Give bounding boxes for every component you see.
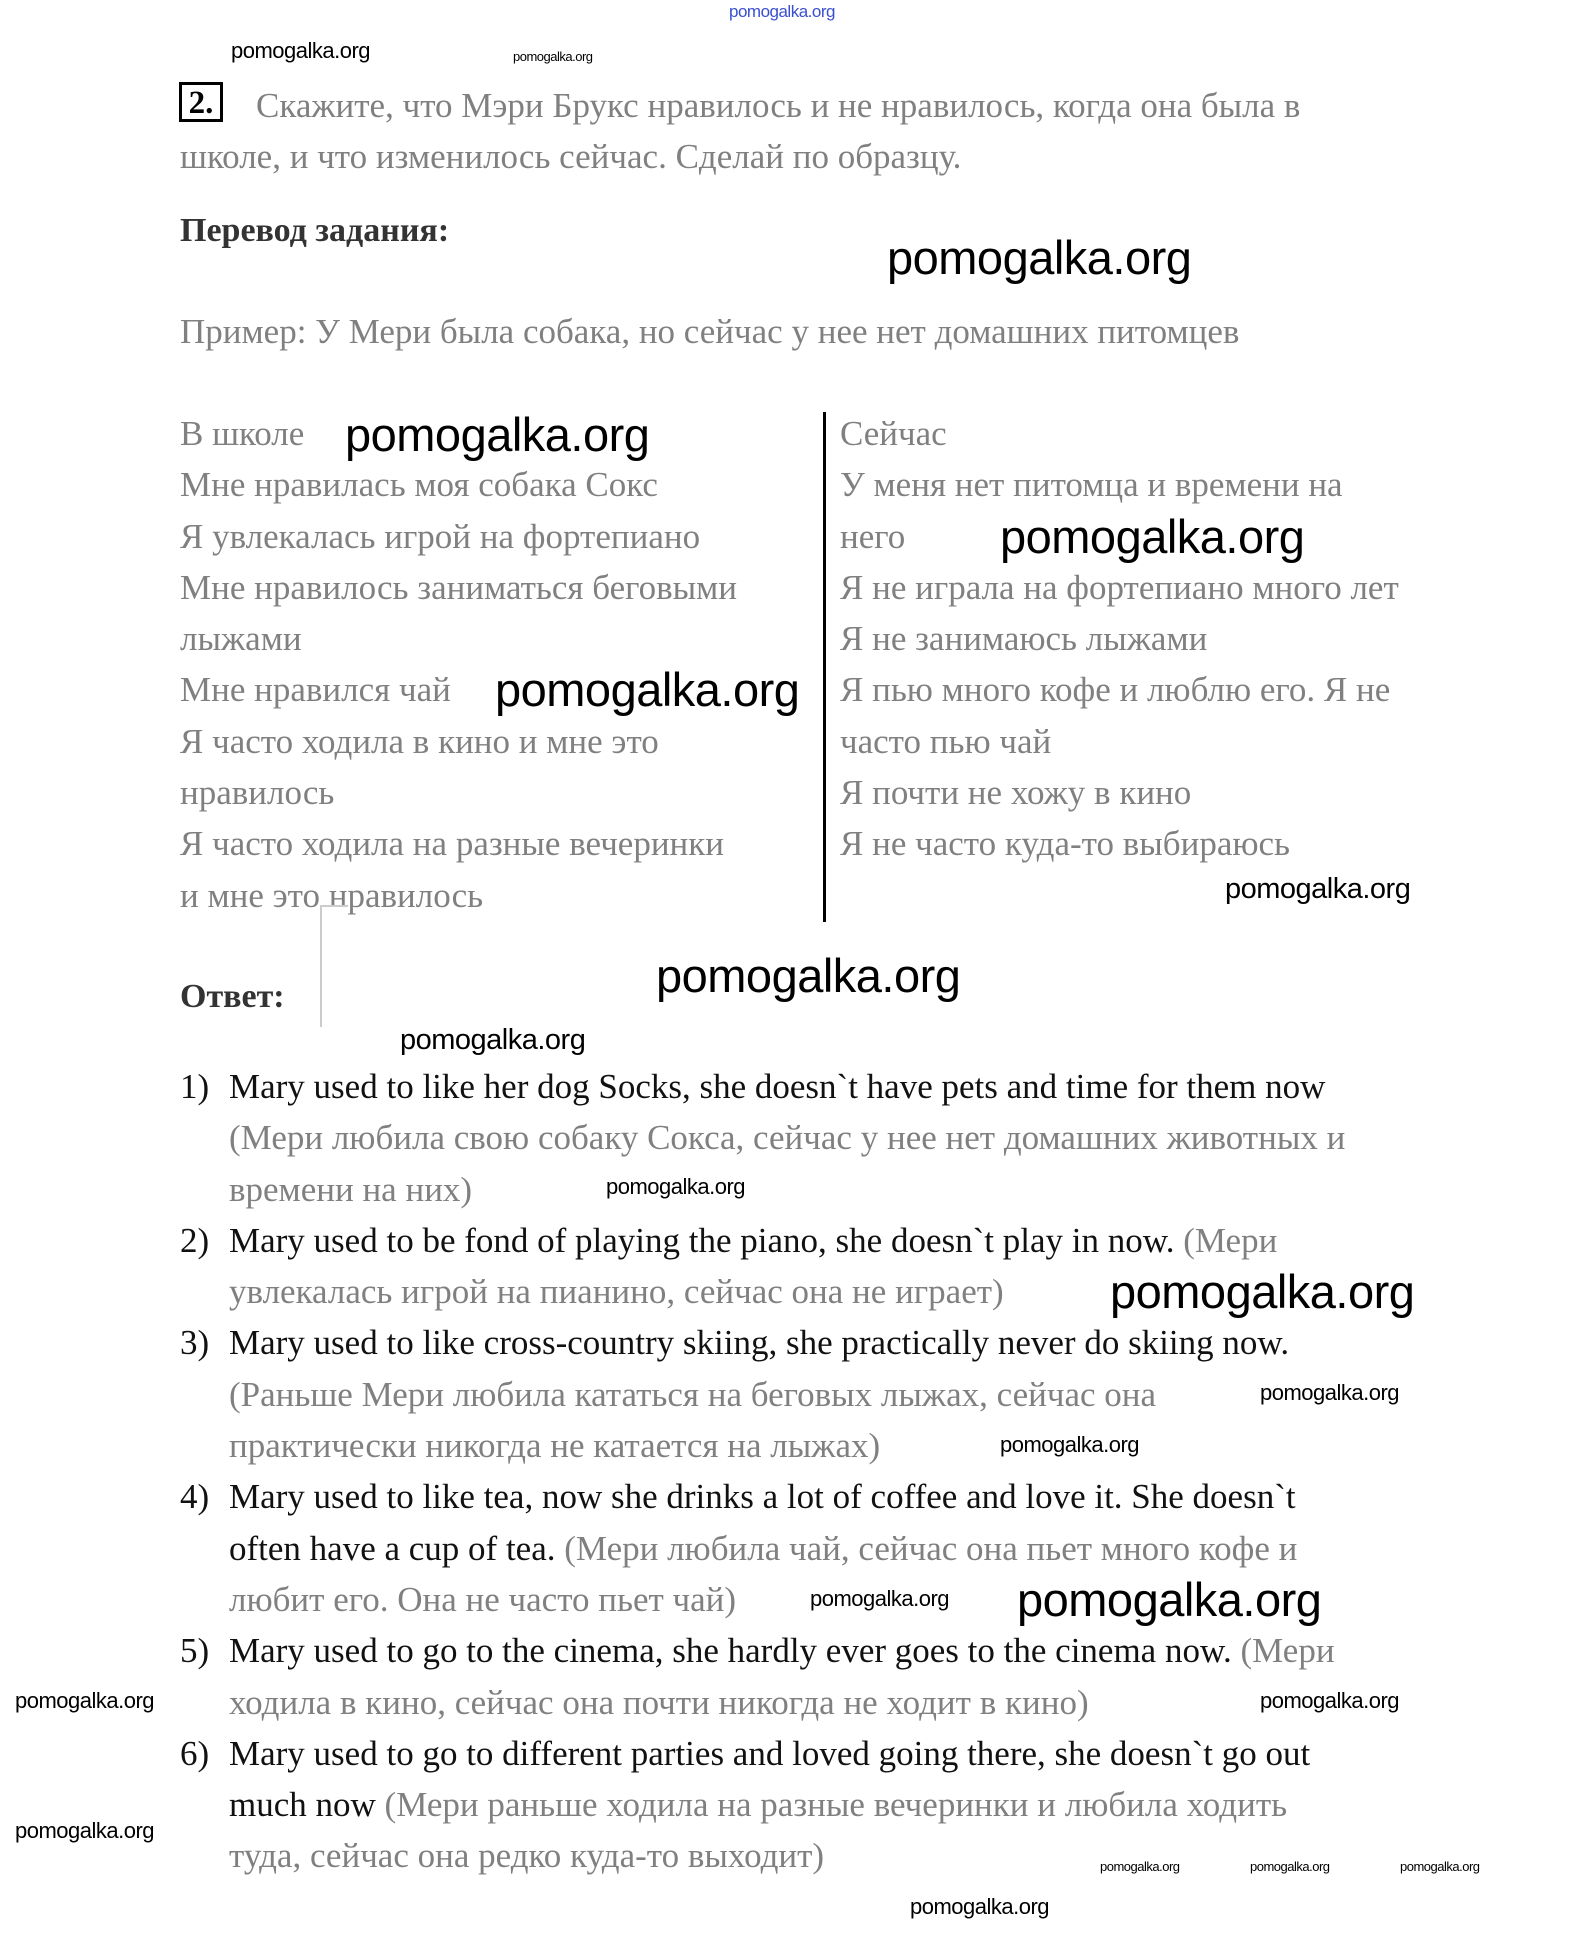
answer-line xyxy=(180,1164,472,1215)
watermark: pomogalka.org xyxy=(1250,1859,1330,1874)
watermark: pomogalka.org xyxy=(400,1024,586,1056)
answer-english: Mary used to be fond of playing the piano, she doesn`t play in now. xyxy=(229,1220,1184,1260)
column-header: В школе xyxy=(180,414,305,453)
watermark: pomogalka.org xyxy=(345,408,650,461)
watermark: pomogalka.org xyxy=(1017,1573,1322,1626)
watermark: pomogalka.org xyxy=(1000,1432,1140,1457)
answer-line xyxy=(180,1728,1310,1779)
column-line: Я не занимаюсь лыжами xyxy=(840,619,1208,659)
column-now xyxy=(840,408,1399,870)
answer-english: Mary used to go to the cinema, she hardly ever goes to the cinema now. xyxy=(229,1631,1241,1671)
answer-translation: (Мери любила свою собаку Сокса, сейчас у нее нет домашних животных и xyxy=(229,1118,1346,1158)
answer-translation: (Мери раньше ходила на разные вечеринки и любила ходить xyxy=(384,1785,1288,1825)
watermark: pomogalka.org xyxy=(656,949,961,1002)
column-line: часто пью чай xyxy=(840,721,1052,761)
answer-number: 5) xyxy=(180,1631,210,1671)
column-header: Сейчас xyxy=(840,414,947,453)
column-line: Я пью много кофе и люблю его. Я не xyxy=(840,670,1391,710)
answer-line xyxy=(180,1625,1335,1676)
watermark: pomogalka.org xyxy=(15,1818,155,1843)
answer-line xyxy=(180,1779,1287,1830)
answer-line xyxy=(180,1369,1156,1420)
column-line: Мне нравилось заниматься беговыми xyxy=(180,567,738,607)
answer-translation: (Мери xyxy=(1240,1631,1335,1671)
answer-translation: (Раньше Мери любила кататься на беговых лыжах, сейчас она xyxy=(229,1374,1157,1414)
column-line: лыжами xyxy=(180,619,302,659)
answer-translation: ходила в кино, сейчас она почти никогда не ходит в кино) xyxy=(229,1682,1089,1722)
column-line: Мне нравилась моя собака Сокс xyxy=(180,465,658,505)
column-line: Мне нравился чай xyxy=(180,670,451,710)
answer-line xyxy=(180,1215,1277,1266)
answer-line xyxy=(180,1574,736,1625)
answer-number: 3) xyxy=(180,1323,210,1363)
watermark: pomogalka.org xyxy=(1260,1380,1400,1405)
answer-item xyxy=(180,1061,1345,1215)
answer-english: Mary used to like tea, now she drinks a lot of coffee and love it. She doesn`t xyxy=(229,1477,1296,1517)
answer-english: Mary used to go to different parties and loved going there, she doesn`t go out xyxy=(229,1733,1311,1773)
answer-english: much now xyxy=(229,1785,385,1825)
answer-translation: (Мери любила чай, сейчас она пьет много кофе и xyxy=(564,1528,1298,1568)
answer-line xyxy=(180,1523,1297,1574)
column-line: Я почти не хожу в кино xyxy=(840,773,1192,813)
answer-line xyxy=(180,1317,1289,1368)
watermark: pomogalka.org xyxy=(1100,1859,1180,1874)
column-line: У меня нет питомца и времени на xyxy=(840,465,1343,505)
watermark: pomogalka.org xyxy=(1225,873,1411,905)
answer-line xyxy=(180,1830,824,1881)
answer-line xyxy=(180,1266,1004,1317)
answer-translation: времени на них) xyxy=(229,1169,473,1209)
watermark: pomogalka.org xyxy=(1110,1265,1415,1318)
watermark: pomogalka.org xyxy=(231,38,371,63)
answer-line xyxy=(180,1420,880,1471)
answer-translation: увлекалась игрой на пианино, сейчас она не играет) xyxy=(229,1272,1004,1312)
column-line: Я не играла на фортепиано много лет xyxy=(840,567,1399,607)
answer-line xyxy=(180,1061,1325,1112)
task-text xyxy=(180,80,1300,183)
answer-english: often have a cup of tea. xyxy=(229,1528,565,1568)
watermark: pomogalka.org xyxy=(910,1894,1050,1919)
watermark: pomogalka.org xyxy=(1000,510,1305,563)
watermark: pomogalka.org xyxy=(606,1174,746,1199)
answer-line xyxy=(180,1677,1089,1728)
watermark: pomogalka.org xyxy=(1260,1688,1400,1713)
answer-number: 2) xyxy=(180,1220,210,1260)
answer-translation: (Мери xyxy=(1183,1220,1278,1260)
answer-number: 1) xyxy=(180,1067,210,1106)
column-line: и мне это нравилось xyxy=(180,875,484,915)
column-line: Я увлекалась игрой на фортепиано xyxy=(180,516,701,556)
answer-item xyxy=(180,1625,1345,1728)
watermark: pomogalka.org xyxy=(887,231,1192,284)
answer-title: Ответ: xyxy=(180,978,285,1015)
column-divider xyxy=(823,412,826,922)
column-line: него xyxy=(840,516,906,556)
column-line: Я не часто куда-то выбираюсь xyxy=(840,824,1291,864)
watermark: pomogalka.org xyxy=(15,1688,155,1713)
answer-english: Mary used to like cross-country skiing, she practically never do skiing now. xyxy=(229,1323,1290,1363)
answer-line xyxy=(180,1112,1345,1163)
answer-item xyxy=(180,1317,1345,1471)
answer-number: 4) xyxy=(180,1477,210,1517)
task-line: школе, и что изменилось сейчас. Сделай по образцу. xyxy=(180,137,962,177)
answer-list xyxy=(180,1061,1345,1882)
answer-translation: любит его. Она не часто пьет чай) xyxy=(229,1579,737,1619)
column-line: Я часто ходила на разные вечеринки xyxy=(180,824,725,864)
watermark-top: pomogalka.org xyxy=(729,2,835,21)
column-line: Я часто ходила в кино и мне это xyxy=(180,721,659,761)
answer-translation: практически никогда не катается на лыжах) xyxy=(229,1426,881,1466)
answer-number: 6) xyxy=(180,1733,210,1773)
watermark: pomogalka.org xyxy=(810,1586,950,1611)
watermark: pomogalka.org xyxy=(495,663,800,716)
column-line: нравилось xyxy=(180,773,335,813)
answer-translation: туда, сейчас она редко куда-то выходит) xyxy=(229,1836,825,1876)
answer-english: Mary used to like her dog Socks, she doesn`t have pets and time for them now xyxy=(229,1067,1326,1106)
translation-title: Перевод задания: xyxy=(180,212,450,249)
watermark: pomogalka.org xyxy=(513,49,593,64)
watermark: pomogalka.org xyxy=(1400,1859,1480,1874)
task-line: Скажите, что Мэри Брукс нравилось и не нравилось, когда она была в xyxy=(256,86,1301,125)
example-text: Пример: У Мери была собака, но сейчас у нее нет домашних питомцев xyxy=(180,312,1240,351)
scan-artifact xyxy=(320,905,348,1027)
answer-line xyxy=(180,1471,1296,1522)
task-number-box: 2. xyxy=(179,82,223,122)
